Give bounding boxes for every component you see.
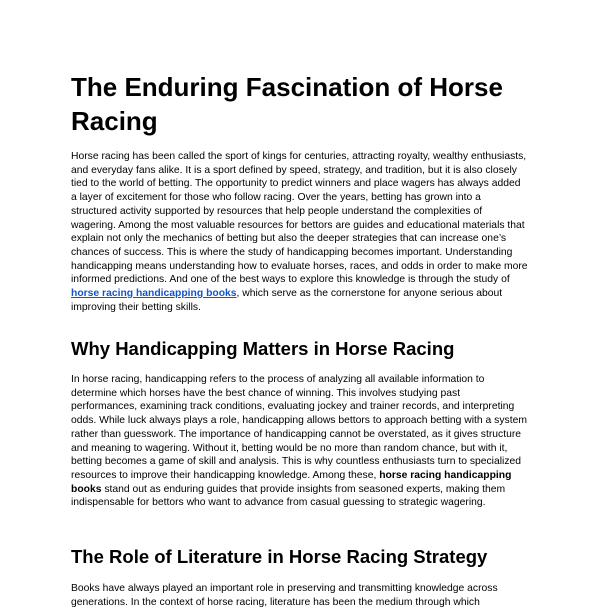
why-handicapping-paragraph bbox=[71, 373, 529, 510]
handicapping-books-bold: horse racing handicapping books bbox=[71, 469, 512, 495]
section-heading-role-of-literature: The Role of Literature in Horse Racing Strategy bbox=[71, 546, 488, 567]
intro-paragraph bbox=[71, 150, 529, 314]
section1-text: In horse racing, handicapping refers to the process of analyzing all available information to determine which horses have the best chance of winning. This involves studying past performances, examining track conditions, evaluating jockey and trainer records, and interpreting odds. While luck always plays a role, handicapping allows bettors to approach betting with a system rather than guesswork. The importance of handicapping cannot be overstated, as it gives structure and meaning to wagering. Without it, betting would be no more than random chance, but with it, betting becomes a game of skill and analysis. This is why countless enthusiasts turn to specialized resources to improve their handicapping knowledge. Among these, bbox=[71, 374, 527, 481]
role-of-literature-paragraph: Books have always played an important role in preserving and transmitting knowledge across generations. In the context of horse racing, literature has been the medium through which bbox=[71, 583, 498, 608]
intro-text: Horse racing has been called the sport of kings for centuries, attracting royalty, wealthy enthusiasts, and everyday fans alike. It is a sport defined by speed, strategy, and tradition, but it is also closely tied to the world of betting. The opportunity to predict winners and place wagers has always added a layer of excitement for those who follow racing. Over the years, betting has grown into a structured activity supported by resources that help people understand the complexities of wagering. Among the most valuable resources for bettors are guides and educational materials that explain not only the mechanics of betting but also the deeper strategies that can increase one’s chances of success. This is where the study of handicapping becomes important. Understanding handicapping means understanding how to evaluate horses, races, and odds in order to make more informed predictions. And one of the best ways to explore this knowledge is through the study of bbox=[71, 151, 528, 286]
article-title: The Enduring Fascination of Horse Racing bbox=[71, 72, 503, 136]
section1-text-end: stand out as enduring guides that provide insights from seasoned experts, making them indispensable for bettors who want to advance from casual guessing to strategic wagering. bbox=[71, 483, 506, 509]
intro-text-end: , which serve as the cornerstone for anyone serious about improving their betting skills. bbox=[71, 288, 503, 313]
section-heading-why-handicapping: Why Handicapping Matters in Horse Racing bbox=[71, 338, 455, 359]
handicapping-books-link[interactable]: horse racing handicapping books bbox=[71, 288, 237, 300]
